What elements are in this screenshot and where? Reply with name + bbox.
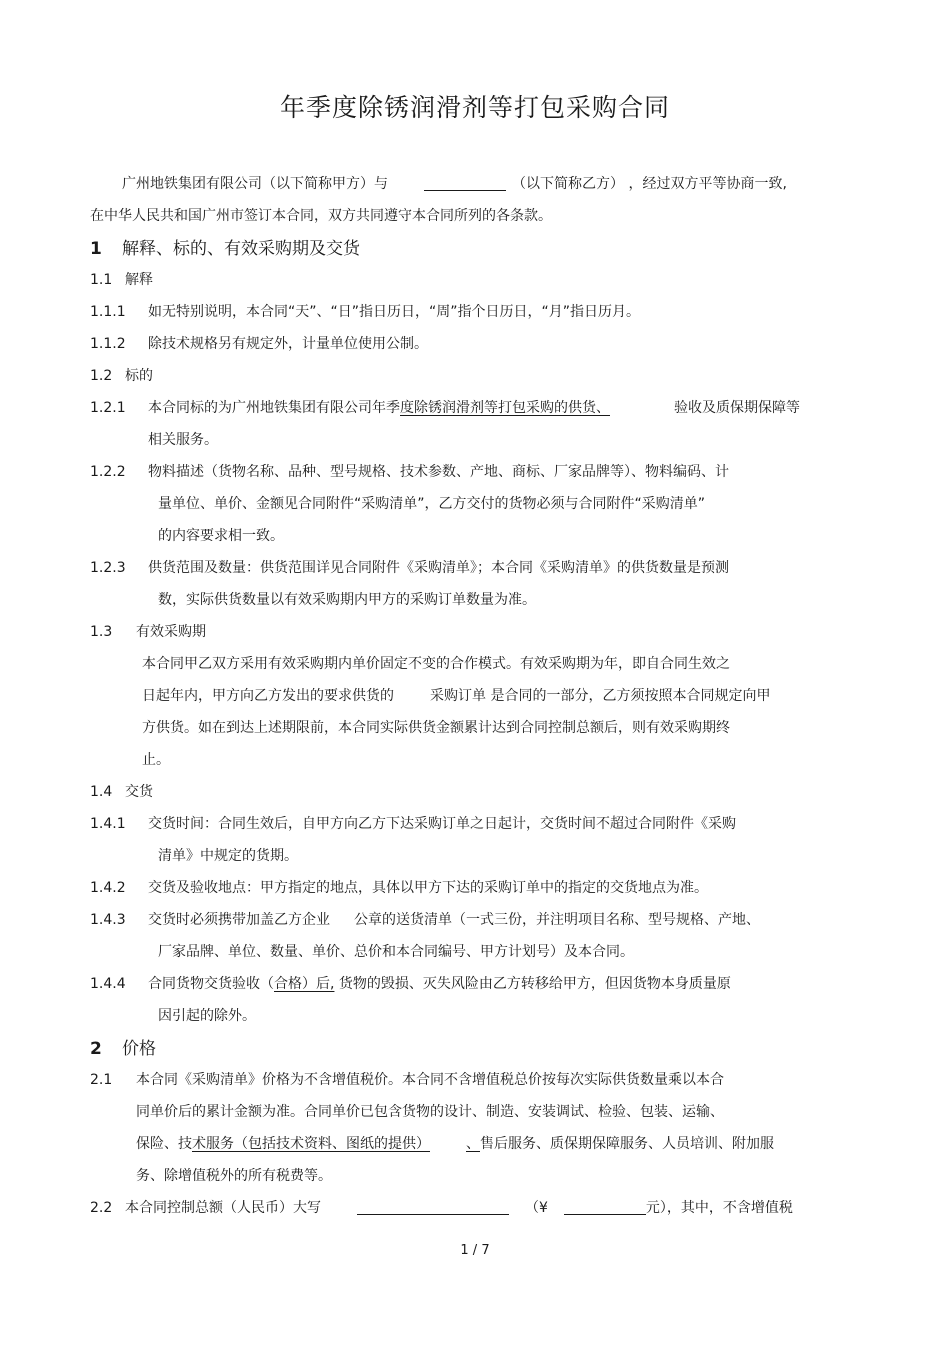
clause-1-4-3-line-1b: 公章的送货清单（一式三份，并注明项目名称、型号规格、产地、 [354,912,760,928]
clause-1-3-number: 1.3 [90,624,113,640]
clause-1-3-line-4: 止。 [142,752,170,768]
clause-1-2-1-line-2: 相关服务。 [148,432,218,448]
clause-1-2-1-a: 本合同标的为广州地铁集团有限公司年季 [148,400,400,416]
clause-1-2-2-line-1: 物料描述（货物名称、品种、型号规格、技术参数、产地、商标、厂家品牌等）、物料编码、计 [148,464,729,480]
clause-2-1-line-3 [136,1134,774,1154]
clause-1-1-2-number: 1.1.2 [90,336,126,352]
clause-1-3-line-1: 本合同甲乙双方采用有效采购期内单价固定不变的合作模式。有效采购期为年，即自合同生效之 [142,656,730,672]
clause-1-2-1-number: 1.2.1 [90,400,126,416]
clause-2-2-line-1 [125,1198,793,1218]
clause-1-4-4-line-2: 因引起的除外。 [158,1008,256,1024]
clause-1-4-text: 交货 [125,784,153,800]
intro-party-b: （以下简称乙方） ，经过双方平等协商一致, [512,176,787,192]
clause-1-3-line-2 [142,686,770,706]
section-1-title: 解释、标的、有效采购期及交货 [122,239,360,259]
intro-party-a: 广州地铁集团有限公司（以下简称甲方）与 [122,176,388,192]
clause-1-3-line-3: 方供货。如在到达上述期限前，本合同实际供货金额累计达到合同控制总额后，则有效采购期终 [142,720,730,736]
contract-title: 年季度除锈润滑剂等打包采购合同 [279,93,670,122]
clause-1-4-4-number: 1.4.4 [90,976,126,992]
total-amount-number-blank[interactable] [564,1198,646,1215]
clause-1-2-3-number: 1.2.3 [90,560,126,576]
clause-1-4-3-line-2: 厂家品牌、单位、数量、单价、总价和本合同编号、甲方计划号）及本合同。 [158,944,634,960]
clause-1-2-2-line-3: 的内容要求相一致。 [158,528,284,544]
clause-1-2-text: 标的 [125,368,153,384]
clause-1-4-4-underlined: 合格）后, [274,976,335,992]
clause-1-4-2-number: 1.4.2 [90,880,126,896]
clause-1-2-1-line-1 [148,398,800,418]
clause-1-1-1-number: 1.1.1 [90,304,126,320]
clause-1-3-title: 有效采购期 [136,624,206,640]
page-number: 1 / 7 [460,1243,490,1258]
clause-1-1-text: 解释 [125,272,153,288]
clause-1-2-2-line-2: 量单位、单价、金额见合同附件“采购清单”，乙方交付的货物必须与合同附件“采购清单” [158,496,706,512]
party-b-blank[interactable] [424,174,506,191]
clause-1-4-number: 1.4 [90,784,113,800]
section-2-number: 2 [90,1039,102,1059]
clause-1-2-3-line-2: 数，实际供货数量以有效采购期内甲方的采购订单数量为准。 [158,592,536,608]
clause-1-2-1-underlined: 度除锈润滑剂等打包采购的供货、 [400,400,610,416]
clause-2-1-line-4: 务、除增值税外的所有税费等。 [136,1168,332,1184]
clause-1-4-2-text: 交货及验收地点：甲方指定的地点，具体以甲方下达的采购订单中的指定的交货地点为准。 [148,880,708,896]
intro-line-1 [122,174,787,194]
clause-2-1-line-2: 同单价后的累计金额为准。合同单价已包含货物的设计、制造、安装调试、检验、包装、运输、 [136,1104,724,1120]
intro-line-2: 在中华人民共和国广州市签订本合同，双方共同遵守本合同所列的各条款。 [90,208,552,224]
clause-2-1-line-3a: 保险、技 [136,1136,192,1152]
clause-1-1-2-text: 除技术规格另有规定外，计量单位使用公制。 [148,336,428,352]
section-1-number: 1 [90,239,102,259]
clause-1-4-4-line-1 [148,974,731,994]
clause-1-4-4-a: 合同货物交货验收（ [148,976,274,992]
clause-2-2-number: 2.2 [90,1200,113,1216]
clause-2-2-a: 本合同控制总额（人民币）大写 [125,1200,321,1216]
clause-1-4-3-line-1a: 交货时必须携带加盖乙方企业 [148,912,330,928]
clause-1-4-4-c: 货物的毁损、灭失风险由乙方转移给甲方，但因货物本身质量原 [338,976,731,992]
section-2-title: 价格 [122,1039,156,1059]
clause-1-4-1-line-1: 交货时间：合同生效后，自甲方向乙方下达采购订单之日起计，交货时间不超过合同附件《采购 [148,816,736,832]
clause-2-2-b: （¥ [525,1200,548,1216]
clause-1-3-line-2a: 日起年内，甲方向乙方发出的要求供货的 [142,688,394,704]
clause-1-4-3-line-1 [148,910,760,930]
clause-1-4-1-line-2: 清单》中规定的货期。 [158,848,298,864]
clause-2-1-line-3-underlined: 术服务（包括技术资料、图纸的提供） [192,1136,430,1152]
clause-2-1-line-1: 本合同《采购清单》价格为不含增值税价。本合同不含增值税总价按每次实际供货数量乘以本合 [136,1072,724,1088]
clause-1-3-line-2b: 采购订单 是合同的一部分，乙方须按照本合同规定向甲 [430,688,771,704]
clause-1-2-number: 1.2 [90,368,113,384]
clause-2-1-line-3d: 售后服务、质保期保障服务、人员培训、附加服 [480,1136,774,1152]
clause-1-2-1-c: 验收及质保期保障等 [674,400,800,416]
clause-1-4-1-number: 1.4.1 [90,816,126,832]
total-amount-words-blank[interactable] [357,1198,509,1215]
clause-2-1-line-3c: 、 [466,1136,480,1152]
clause-1-2-3-line-1: 供货范围及数量：供货范围详见合同附件《采购清单》；本合同《采购清单》的供货数量是预测 [148,560,729,576]
clause-1-4-3-number: 1.4.3 [90,912,126,928]
clause-2-2-c: 元），其中，不含增值税 [645,1200,793,1216]
clause-1-2-2-number: 1.2.2 [90,464,126,480]
clause-2-1-number: 2.1 [90,1072,113,1088]
clause-1-1-number: 1.1 [90,272,113,288]
clause-1-1-1-text: 如无特别说明，本合同“天”、“日”指日历日，“周”指个日历日，“月”指日历月。 [148,304,641,320]
